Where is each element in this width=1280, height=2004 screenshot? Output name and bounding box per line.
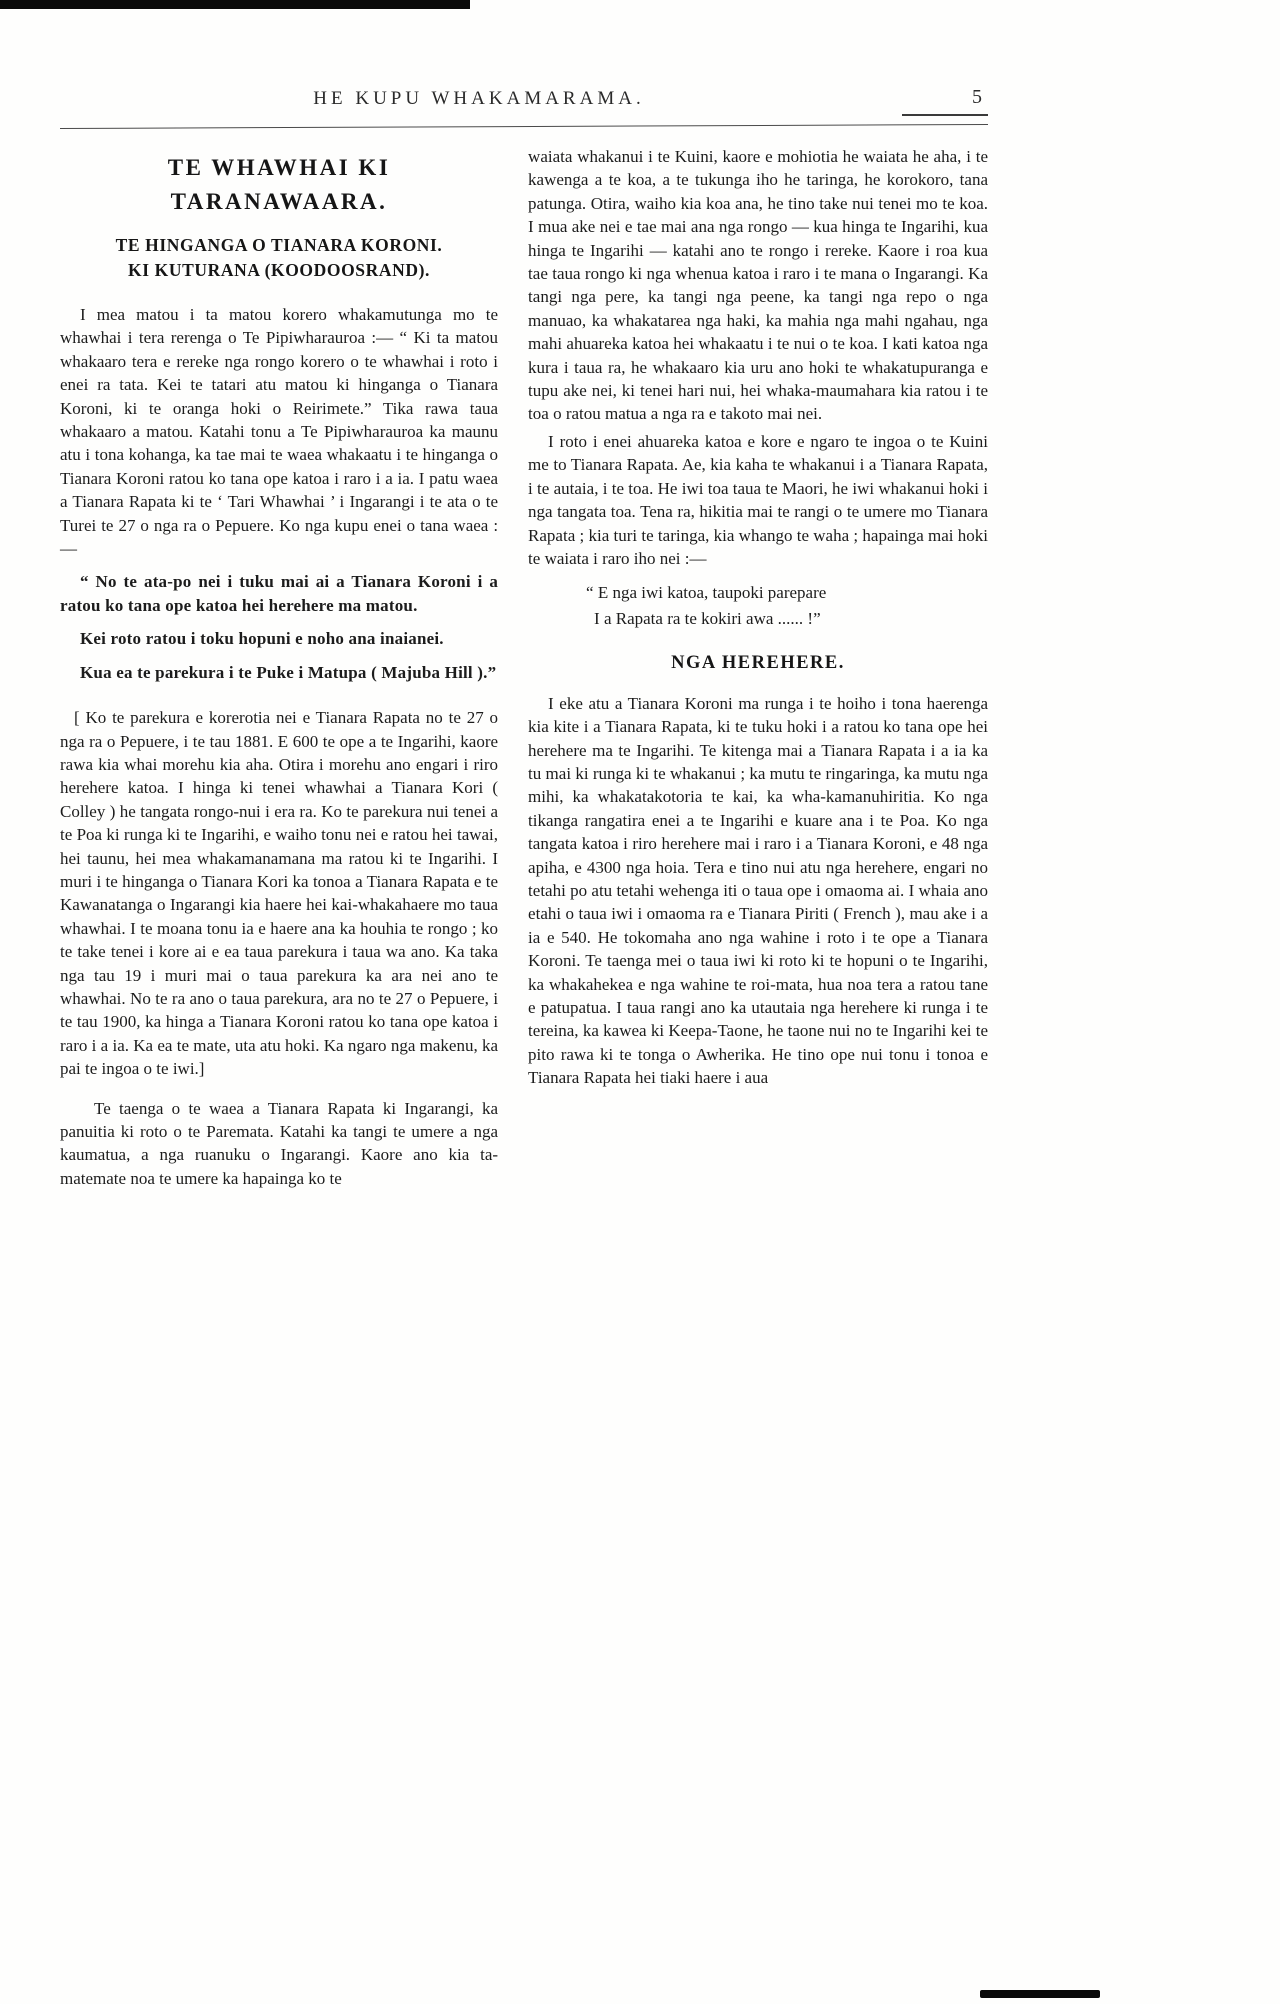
paragraph-tribute: I roto i enei ahuareka katoa e kore e ngaro te ingoa o te Kuini me to Tianara Rapata. Ae, kia kaha te whakanui i a Tianara Rapata, i te autaia, i te toa. He iwi toa taua te Maori, he iwi whakanui hoki i nga tangata toa. Tena ra, hikitia mai te rangi o te umere mo Tianara Rapata ; kia turi te taringa, kia whango te waha ; hapainga mai hoki te waiata i raro iho nei :—: [528, 431, 988, 568]
header-rule-long: [60, 124, 988, 129]
page-header-title: HE KUPU WHAKAMARAMA.: [313, 88, 645, 109]
section-heading-nga-herehere: NGA HEREHERE.: [671, 653, 845, 674]
article-subtitle: [60, 233, 498, 283]
page-number: 5: [972, 86, 982, 108]
paragraph-prisoners: I eke atu a Tianara Koroni ma runga i te hoiho i tona haerenga kia kite i a Tianara Rapata, ki te tuku hoki i a ratou ko tana ope hei herehere ma te Ingarihi. Te kitenga mai a Tianara Rapata i a ia ka tu mai ki runga ki te whakanui ; ka mutu te ringaringa, ka mutu nga mihi, ka whakatakotoria te kai, ka wha-kamanuhiritia. Ko nga tikanga rangatira enei a te Ingarihi e kuare ana i te Poa. Ko nga tangata katoa i riro herehere mai i raro i a Tianara Koroni, e 48 nga apiha, e 4300 nga hoia. Tera e tino nui atu nga herehere, engari no tetahi po atu tetahi wehenga iti o taua ope i omaoma ai. I whaia ano etahi o taua iwi i omaoma ra e Tianara Piriti ( French ), mau ake i a ia e 540. He tokomaha ano nga wahine i roto i te ope a Tianara Koroni. Te taenga mei o taua iwi ki roto ki te hopuni o te Ingarihi, ka whakahekea e nga wahine te roi-mata, hua noa tera a ratou tane e patupatua. I taua rangi ano ka utautaia nga herehere ki runga i te tereina, ka kawea ki Keepa-Taone, he taone nui no te Ingarihi kei te pito rawa ki te tonga o Awherika. He tino ope nui tonu i tonoa e Tianara Rapata hei tiaki haere i aua: [528, 693, 988, 1088]
paragraph-intro: I mea matou i ta matou korero whakamutunga mo te whawhai i tera rerenga o Te Pipiwharauroa :— “ Ki ta matou whakaaro tera e rereke nga rongo korero o te whawhai i roto i enei ra tata. Kei te tatari atu matou ki hinganga o Tianara Koroni, ki te oranga hoki o Reirimete.” Tika rawa taua whakaaro a matou. Katahi tonu a Te Pipiwharauroa ka maunu atu i tona kohanga, ka tae mai te waea whakaatu i te hinganga o Tianara Koroni ratou ko tana ope katoa i raro i a ia. I patu waea a Tianara Rapata ki te ‘ Tari Whawhai ’ i Ingarangi i te ata o te Turei te 27 o nga ra o Pepuere. Ko nga kupu enei o tana waea :—: [60, 305, 499, 559]
article-title-line2: TARANAWAARA.: [170, 189, 388, 214]
verse-quote: [586, 580, 988, 632]
verse-line-2: I a Rapata ra te kokiri awa ...... !”: [594, 609, 821, 629]
two-column-body: [60, 145, 988, 1190]
page-header: [60, 88, 988, 122]
left-column: [60, 145, 504, 1190]
bracketed-editor-note: [ Ko te parekura e korerotia nei e Tianara Rapata no te 27 o nga ra o Pepuere, i te tau 1881. E 600 te ope a te Ingarihi, kaore rawa kia whai morehu kia aha. Otira i morehu ano engari i riro herehere katoa. I hinga ki tenei whawhai a Tianara Kori ( Colley ) he tangata rongo-nui i era ra. Ko te parekura nui tenei a te Poa ki runga ki te Ingarihi, e waiho tonu nei e ratou hei tawai, hei taunu, hei mea whakamanamana ma ratou ki te Ingarihi. I muri i te hinganga o Tianara Kori ka tonoa a Tianara Rapata e te Kawanatanga o Ingarangi kia haere hei kai-whakahaere mo taua whawhai. I te moana tonu ia e haere ana ka houhia te rongo ; ko te take tenei i kore ai e ea taua parekura i taua wa ano. Ka taka nga tau 19 i muri mai o taua parekura ka ara nei ano te whawhai. No te ra ano o taua parekura, ara no te 27 o Pepuere, i te tau 1900, ka hinga a Tianara Koroni ratou ko tana ope katoa i raro i a ia. Ka ea te mate, uta atu hoki. Ka ngaro nga makenu, ka pai te ingoa o te iwi.]: [60, 708, 499, 1079]
verse-line-1: “ E nga iwi katoa, taupoki parepare: [586, 583, 827, 603]
article-subtitle-line1: TE HINGANGA O TIANARA KORONI.: [115, 235, 443, 255]
article-subtitle-line2: KI KUTURANA (KOODOOSRAND).: [128, 260, 430, 280]
article-title-line1: TE WHAWHAI KI: [167, 155, 391, 180]
telegram-paragraph-2: Kei roto ratou i toku hopuni e noho ana inaianei.: [80, 629, 444, 649]
page-content: [60, 88, 988, 1190]
scan-edge-artifact-bottom: [980, 1990, 1100, 1998]
telegram-paragraph-1: “ No te ata-po nei i tuku mai ai a Tianara Koroni i a ratou ko tana ope katoa hei herehere ma matou.: [60, 572, 499, 615]
telegram-paragraph-3: Kua ea te parekura i te Puke i Matupa ( Majuba Hill ).”: [80, 662, 497, 682]
right-column: [528, 145, 988, 1190]
paragraph-left-closing: Te taenga o te waea a Tianara Rapata ki Ingarangi, ka panuitia ki roto o te Paremata. Katahi ka tangi te umere a nga kaumatua, a nga ruanuku o Ingarangi. Kaore ano kia ta-matemate noa te umere ka hapainga ko te: [60, 1098, 499, 1188]
header-rule-short: [902, 114, 988, 116]
scan-edge-artifact-top: [0, 0, 470, 9]
paragraph-continuation: waiata whakanui i te Kuini, kaore e mohiotia he waiata he aha, i te kawenga a te koa, a te tukunga iho he taringa, he korokoro, tana patunga. Otira, waiho kia koa ana, he tino take nui tenei mo te koa. I mua ake nei e tae mai ana nga rongo — kua hinga te Ingarihi, kua hinga te Ingarihi — katahi ano te rongo i rereke. Kaore i roa kua tae taua rongo ki nga whenua katoa i raro i te mana o Ingarangi. Ka tangi nga pere, ka tangi nga peene, ka tangi nga repo o nga manuao, ka whakatarea nga haki, ka mahia nga mahi ngahau, nga mahi ahuareka katoa hei whakaatu i te nui o te koa. I kati katoa nga kura i taua ra, he whakaaro kia uru ano hoki te whakatupuranga e tupu ake nei, ki tenei hari nui, hei whaka-maumahara kia ratou i te toa o ratou matua a nga ra e takoto mai nei.: [528, 147, 988, 424]
article-title: [60, 151, 498, 219]
